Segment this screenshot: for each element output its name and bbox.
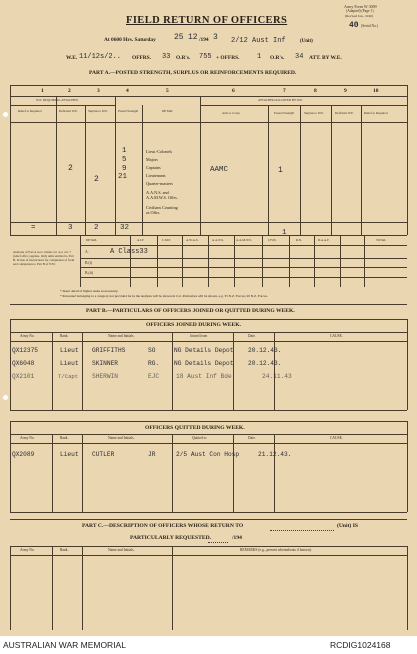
footnote-2: * Personnel belonging to a category not provided for in the analysis will be shown in Col. Particulars will be shown, e.g. 35 N.Z. Forces; 20 N.Z. Forces. (60, 294, 268, 298)
date-year-prefix: /194 (199, 37, 209, 43)
col-number: 9 (344, 88, 347, 94)
unit-name: 2/12 Aust Inf (231, 37, 286, 45)
detail-captains: Captains (146, 165, 161, 170)
joined-header-from: Joined from (190, 334, 208, 338)
army-no: QX2089 (12, 451, 35, 458)
ors-value: 755 (199, 53, 212, 61)
officer-initials: RG. (148, 360, 160, 367)
detail-majors: Majors (146, 157, 158, 162)
army-no: QX6048 (12, 360, 35, 367)
total-deficient: 3 (68, 224, 73, 232)
form-title: FIELD RETURN OF OFFICERS (126, 15, 288, 26)
sub-header-posted-att: Posted Strength (274, 111, 295, 115)
sub-header-arm: Arm or Corps (222, 111, 240, 115)
date-year-digit: 3 (213, 33, 218, 42)
form-revised: (Revised Jan., 1940) (345, 14, 373, 18)
officer-name: SKINNER (92, 360, 118, 367)
punch-hole (3, 112, 8, 117)
col-number: 8 (314, 88, 317, 94)
total-surplus: 2 (94, 224, 99, 232)
part-c-header-name: Name and Initials. (108, 548, 135, 552)
joined-title: OFFICERS JOINED DURING WEEK. (146, 322, 242, 328)
ors-label: O.R's. (176, 55, 191, 61)
col-number: 6 (232, 88, 235, 94)
officer-initials: EJC (148, 373, 160, 380)
detail-as-offrs: as Offrs. (146, 210, 161, 215)
posted-ltcol: 1 (122, 147, 127, 155)
total-posted: 32 (120, 224, 130, 232)
quitted-title: OFFICERS QUITTED DURING WEEK. (145, 425, 245, 431)
form-adapted: (Adapted) (Page 1) (346, 9, 374, 13)
col-number: 10 (373, 88, 379, 94)
col-number: 5 (166, 88, 169, 94)
we-group-label: W.E. REQUIRING ATTACHED (36, 98, 78, 102)
quit-header-date: Date. (248, 436, 256, 440)
totals-sign: = (31, 224, 36, 232)
part-b-heading: PART B.—PARTICULARS OF OFFICERS JOINED OR QUITTED DURING WEEK. (86, 308, 295, 314)
officer-name: SHERWIN (92, 373, 118, 380)
analysis-row-bii: B.(ii) (85, 271, 94, 275)
attached-posted-value: 1 (278, 166, 283, 175)
analysis-header-rn: R.N. (296, 238, 303, 242)
detail-quartermasters: Quarter-masters (146, 181, 173, 186)
officer-initials: JR (148, 451, 156, 458)
detail-civilians: Civilians Counting (146, 205, 178, 210)
part-c-header-rank: Rank. (60, 548, 69, 552)
punch-hole (3, 395, 8, 400)
plus-offrs-label: + OFFRS. (216, 55, 240, 61)
plus-offrs-value: 1 (257, 53, 262, 61)
sub-header-detail: DETAIL (162, 109, 174, 113)
joined-from: NG Details Depot (174, 347, 234, 354)
posted-majors: 5 (122, 156, 127, 164)
total-attached: 1 (282, 229, 287, 237)
quitted-to: 2/5 Aust Con Hosp (176, 451, 240, 458)
joined-date: 24.11.43 (262, 373, 292, 380)
joined-header-date: Date. (248, 334, 256, 338)
plus-ors-value: 34 (295, 53, 304, 61)
archive-name: AUSTRALIAN WAR MEMORIAL (3, 640, 126, 650)
quit-header-name: Name and Initials. (108, 436, 135, 440)
analysis-header-awas: A.W.A.S. (186, 238, 199, 242)
analysis-header-aamws: A.A.M.W.S. (236, 238, 252, 242)
attached-group-label: ATTACHED ALLOWED BY W.E. (258, 98, 304, 102)
analysis-note: Analysis of Part A as to whom col. 4 or col. 7 (relief offrs.) applies. Only units entitled to Part B. In lieu of instructions for completion of form and completion to Part B of 8 EC. (13, 250, 75, 266)
posted-captains: 9 (122, 165, 127, 173)
form-number: Army Form W 3009 (344, 4, 377, 9)
sub-header-relief-att: Relief to Required (364, 111, 388, 115)
analysis-row-bi: B.(i) (85, 261, 93, 265)
officer-initials: SO (148, 347, 156, 354)
serial-value: 40 (349, 21, 359, 30)
detail-lt-colonels: Lieut.-Colonels (146, 149, 173, 154)
detail-aans: A.A.N.S. and (146, 190, 169, 195)
rank: Lieut (60, 451, 79, 458)
plus-ors-label: O.R's. (270, 55, 285, 61)
footnote-1: * Insert detail of higher ranks as necessary. (60, 289, 119, 293)
officer-name: CUTLER (92, 451, 115, 458)
sub-header-surplus: Surplus to W.E. (88, 109, 109, 113)
col-number: 1 (41, 88, 44, 94)
part-c-unit-label: (Unit) IS (337, 523, 358, 529)
joined-header-cause: CAUSE. (330, 334, 343, 338)
sub-header-relief: Relief to Required (18, 109, 42, 113)
joined-header-army-no: Army No. (20, 334, 35, 338)
we-label: W.E. (66, 55, 78, 61)
archive-id: RCDIG1024168 (330, 640, 391, 650)
army-no: QX12375 (12, 347, 38, 354)
joined-from: NG Details Depot (174, 360, 234, 367)
quit-header-rank: Rank. (60, 436, 69, 440)
joined-date: 20.12.43. (248, 360, 282, 367)
quitted-date: 21.12.43. (258, 451, 292, 458)
detail-lieutenants: Lieutenants (146, 173, 166, 178)
offrs-label: OFFRS. (132, 55, 152, 61)
surplus-value: 2 (94, 175, 99, 184)
analysis-header-raaf: R.A.A.F. (318, 238, 330, 242)
col-number: 2 (68, 88, 71, 94)
rank: T/Capt (58, 373, 79, 380)
col-number: 3 (97, 88, 100, 94)
date-month: 12 (188, 33, 198, 42)
analysis-header-detail: DETAIL (86, 238, 98, 242)
analysis-value: A Class33 (110, 248, 148, 256)
analysis-header-aif: A.I.F. (137, 238, 145, 242)
col-number: 7 (283, 88, 286, 94)
quit-header-army-no: Army No. (20, 436, 35, 440)
part-c-year: /194 (232, 535, 242, 541)
analysis-header-cmf: C.M.F. (162, 238, 171, 242)
deficient-value: 2 (68, 164, 73, 173)
unit-label: (Unit) (300, 39, 313, 44)
analysis-header-total: TOTAL (376, 238, 387, 242)
arm-value: AAMC (210, 166, 229, 174)
sub-header-posted: Posted Strength (118, 109, 139, 113)
offrs-value: 33 (162, 53, 171, 61)
army-no: QX2101 (12, 373, 35, 380)
analysis-header-civil: CIVIL (268, 238, 277, 242)
part-c-heading: PART C.—DESCRIPTION OF OFFICERS WHOSE RETURN TO (82, 523, 244, 529)
officer-name: GRIFFITHS (92, 347, 126, 354)
col-number: 4 (126, 88, 129, 94)
analysis-row-a: A. (85, 250, 89, 254)
joined-header-rank: Rank. (60, 334, 69, 338)
part-c-requested: PARTICULARLY REQUESTED. (130, 535, 212, 541)
joined-from: 18 Aust Inf Bde (176, 373, 232, 380)
we-value: 11/12s/2.. (79, 53, 122, 61)
att-by-we-label: ATT. BY W.E. (309, 55, 342, 61)
sub-header-deficient-att: Deficient W.E. (335, 111, 354, 115)
joined-header-name: Name and Initials. (108, 334, 135, 338)
part-c-header-army-no: Army No. (20, 548, 35, 552)
rank: Lieut (60, 347, 79, 354)
part-c-header-remarks: REMARKS (e.g., present whereabouts if known). (240, 548, 312, 552)
date-line-prefix: At 0600 Hrs. Saturday (104, 37, 156, 43)
quit-header-cause: CAUSE. (330, 436, 343, 440)
part-a-heading: PART A.—POSTED STRENGTH, SURPLUS OR REINFORCEMENTS REQUIRED. (89, 70, 297, 76)
quit-header-to: Quitted to (192, 436, 207, 440)
sub-header-surplus-att: Surplus to W.E. (304, 111, 325, 115)
analysis-header-aans: A.A.N.S. (212, 238, 224, 242)
posted-lieutenants: 21 (118, 173, 128, 181)
archive-footer (0, 636, 417, 654)
joined-date: 20.12.43. (248, 347, 282, 354)
rank: Lieut (60, 360, 79, 367)
serial-label: (Serial No.) (361, 24, 378, 28)
sub-header-deficient: Deficient W.E. (59, 109, 78, 113)
detail-aamws: A.A.M.W.S. Offrs. (146, 195, 178, 200)
date-day: 25 (174, 33, 184, 42)
